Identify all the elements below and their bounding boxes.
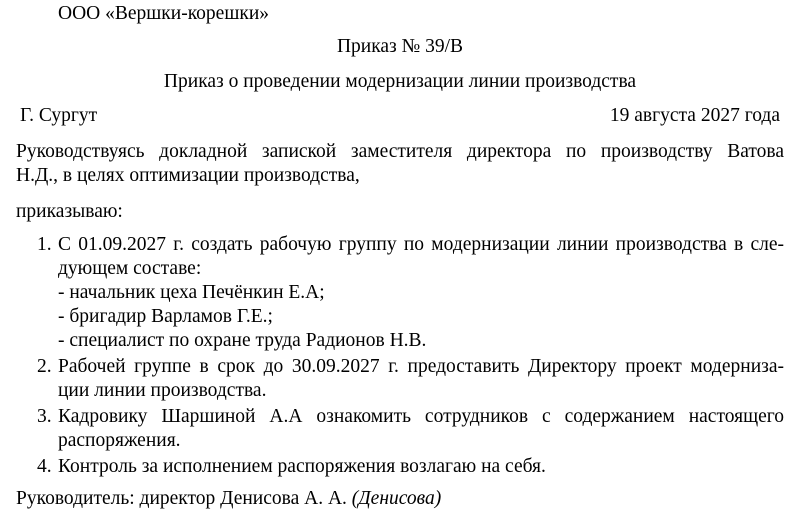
preamble-line-2: Н.Д., в целях оптимизации производства, xyxy=(16,165,360,186)
item-3-line-2: распоряжения. xyxy=(58,430,181,451)
order-number: Приказ № 39/В xyxy=(336,36,464,57)
item-3-line-1: Кадровику Шаршиной А.А ознакомить сотрудников с содержанием настоящего xyxy=(58,406,784,427)
item-1-line-1: С 01.09.2027 г. создать рабочую группу по модернизации линии производства в сле- xyxy=(58,234,784,255)
item-number-4: 4. xyxy=(37,456,52,477)
order-title: Приказ о проведении модернизации линии производства xyxy=(163,71,637,92)
member-item: - начальник цеха Печёнкин Е.А; xyxy=(58,282,325,303)
preamble-line-1: Руководствуясь докладной запиской заместителя директора по производству Ватова xyxy=(16,141,784,162)
signature-text: Руководитель: директор Денисова А. А. xyxy=(16,488,347,509)
member-item: - бригадир Варламов Г.Е.; xyxy=(58,306,273,327)
decree-word: приказываю: xyxy=(16,201,123,222)
item-2-line-1: Рабочей группе в срок до 30.09.2027 г. предоставить Директору проект модерниза- xyxy=(58,356,784,377)
organization-name: ООО «Вершки-корешки» xyxy=(58,3,270,24)
item-number-3: 3. xyxy=(37,406,52,427)
signature-handwritten: (Денисова) xyxy=(351,488,442,509)
item-1-line-2: дующем составе: xyxy=(58,258,202,279)
item-4-line-1: Контроль за исполнением распоряжения возлагаю на себя. xyxy=(58,456,546,477)
item-2-line-2: ции линии производства. xyxy=(58,380,267,401)
order-date: 19 августа 2027 года xyxy=(609,105,780,126)
item-number-2: 2. xyxy=(37,356,52,377)
signature-line xyxy=(16,487,441,511)
member-item: - специалист по охране труда Радионов Н.В. xyxy=(58,330,427,351)
city: Г. Сургут xyxy=(20,105,98,126)
item-number-1: 1. xyxy=(37,234,52,255)
